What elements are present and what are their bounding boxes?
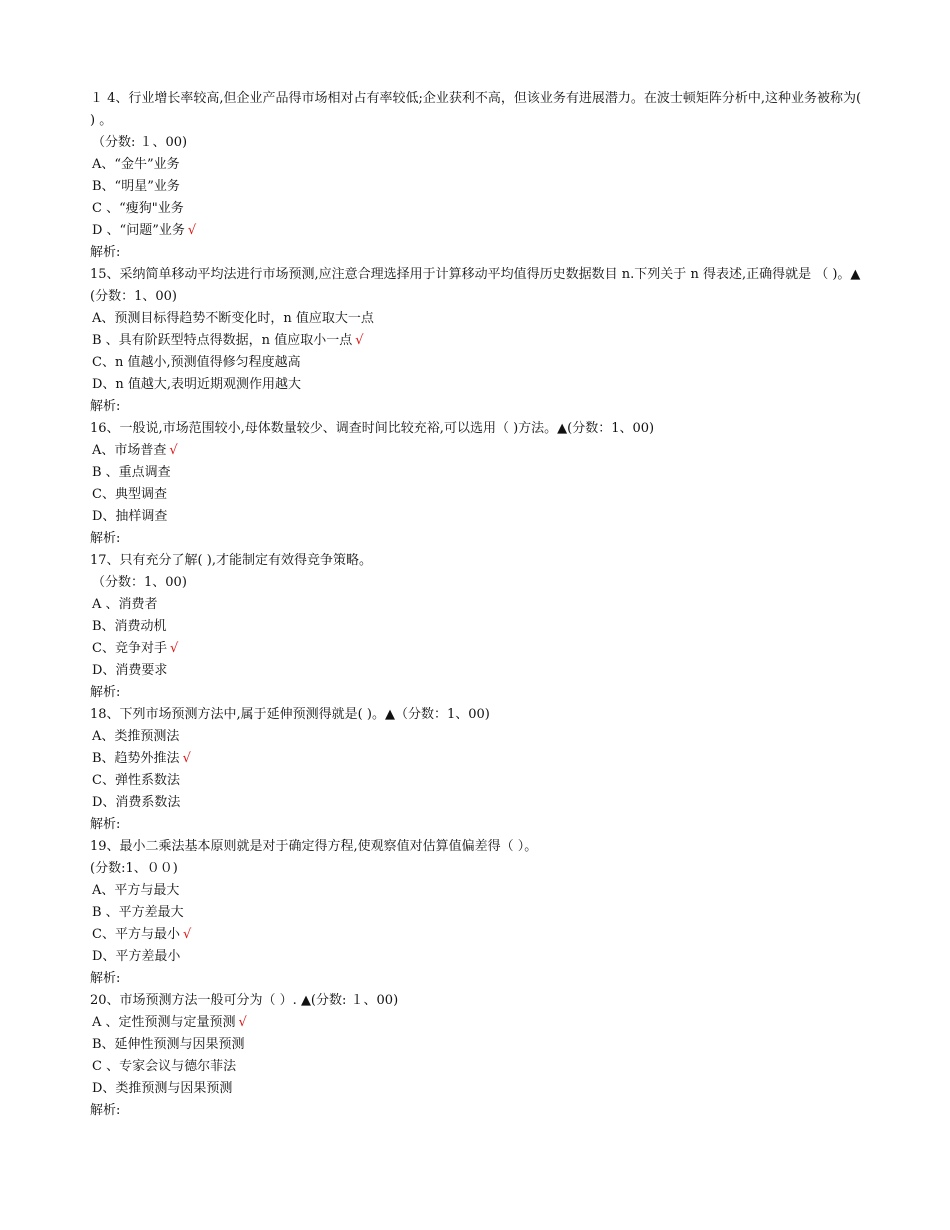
analysis-label: 解析: — [90, 245, 121, 260]
check-mark-icon: √ — [182, 751, 191, 766]
question-stem: 17、只有充分了解( ),才能制定有效得竞争策略。 — [90, 553, 372, 568]
option-a: A 、消费者 — [92, 597, 158, 612]
analysis-label: 解析: — [90, 531, 121, 546]
option-b: B、消费动机 — [92, 619, 167, 634]
option-d: D、类推预测与因果预测 — [92, 1081, 233, 1096]
option-c: C 、“瘦狗"业务 — [92, 201, 184, 216]
question-17 — [90, 550, 862, 704]
option-b: B 、平方差最大 — [92, 905, 184, 920]
option-a: A、预测目标得趋势不断变化时，n 值应取大一点 — [92, 311, 374, 326]
option-d: D、平方差最小 — [92, 949, 181, 964]
option-c: C、n 值越小,预测值得修匀程度越高 — [92, 355, 301, 370]
question-16 — [90, 418, 862, 550]
option-d: D、消费系数法 — [92, 795, 181, 810]
option-c: C、竞争对手 √ — [92, 641, 179, 656]
option-b: B、延伸性预测与因果预测 — [92, 1037, 245, 1052]
question-18 — [90, 704, 862, 836]
option-b: B 、具有阶跃型特点得数据，n 值应取小一点 √ — [92, 333, 364, 348]
option-a: A、市场普查 √ — [92, 443, 178, 458]
question-score: （分数：1、00) — [92, 575, 187, 590]
option-b: B 、重点调查 — [92, 465, 171, 480]
option-c: C、弹性系数法 — [92, 773, 180, 788]
question-score: (分数:1、００) — [90, 861, 178, 876]
check-mark-icon: √ — [355, 333, 364, 348]
question-stem: 20、市场预测方法一般可分为（ ）. ▲(分数: １、00) — [90, 993, 399, 1008]
option-d: D、n 值越大,表明近期观测作用越大 — [92, 377, 302, 392]
option-b: B、“明星”业务 — [92, 179, 180, 194]
option-a: A、平方与最大 — [92, 883, 180, 898]
option-d: D、抽样调查 — [92, 509, 168, 524]
question-20 — [90, 990, 862, 1122]
question-document — [90, 88, 862, 1122]
analysis-label: 解析: — [90, 1103, 121, 1118]
question-stem: 16、一般说,市场范围较小,母体数量较少、调查时间比较充裕,可以选用（ )方法。▲(分数：1、00) — [90, 421, 655, 436]
analysis-label: 解析: — [90, 971, 121, 986]
option-d: D、消费要求 — [92, 663, 168, 678]
check-mark-icon: √ — [169, 443, 178, 458]
option-c: C 、专家会议与德尔菲法 — [92, 1059, 237, 1074]
check-mark-icon: √ — [169, 641, 179, 656]
option-a: A、类推预测法 — [92, 729, 180, 744]
analysis-label: 解析: — [90, 399, 121, 414]
option-b: B、趋势外推法 √ — [92, 751, 191, 766]
option-c: C、平方与最小 √ — [92, 927, 192, 942]
analysis-label: 解析: — [90, 817, 121, 832]
check-mark-icon: √ — [182, 927, 192, 942]
question-19 — [90, 836, 862, 990]
question-stem: 18、下列市场预测方法中,属于延伸预测得就是( )。▲（分数：1、00) — [90, 707, 490, 722]
question-stem: １ 4、行业增长率较高,但企业产品得市场相对占有率较低;企业获利不高，但该业务有进展潜力。在波士顿矩阵分析中,这种业务被称为( ) 。 — [90, 91, 862, 128]
option-a: A、“金牛”业务 — [92, 157, 180, 172]
check-mark-icon: √ — [187, 223, 197, 238]
option-d: D 、“问题”业务 √ — [92, 223, 197, 238]
analysis-label: 解析: — [90, 685, 121, 700]
option-c: C、典型调查 — [92, 487, 167, 502]
question-stem: 15、采纳简单移动平均法进行市场预测,应注意合理选择用于计算移动平均值得历史数据数目 n.下列关于 n 得表述,正确得就是 （ )。▲(分数：1、00) — [90, 267, 861, 304]
question-score: （分数: １、00) — [92, 135, 188, 150]
question-15 — [90, 264, 862, 418]
question-stem: 19、最小二乘法基本原则就是对于确定得方程,使观察值对估算值偏差得（ ）。 — [90, 839, 538, 854]
check-mark-icon: √ — [238, 1015, 247, 1030]
question-14 — [90, 88, 862, 264]
option-a: A 、定性预测与定量预测 √ — [92, 1015, 247, 1030]
